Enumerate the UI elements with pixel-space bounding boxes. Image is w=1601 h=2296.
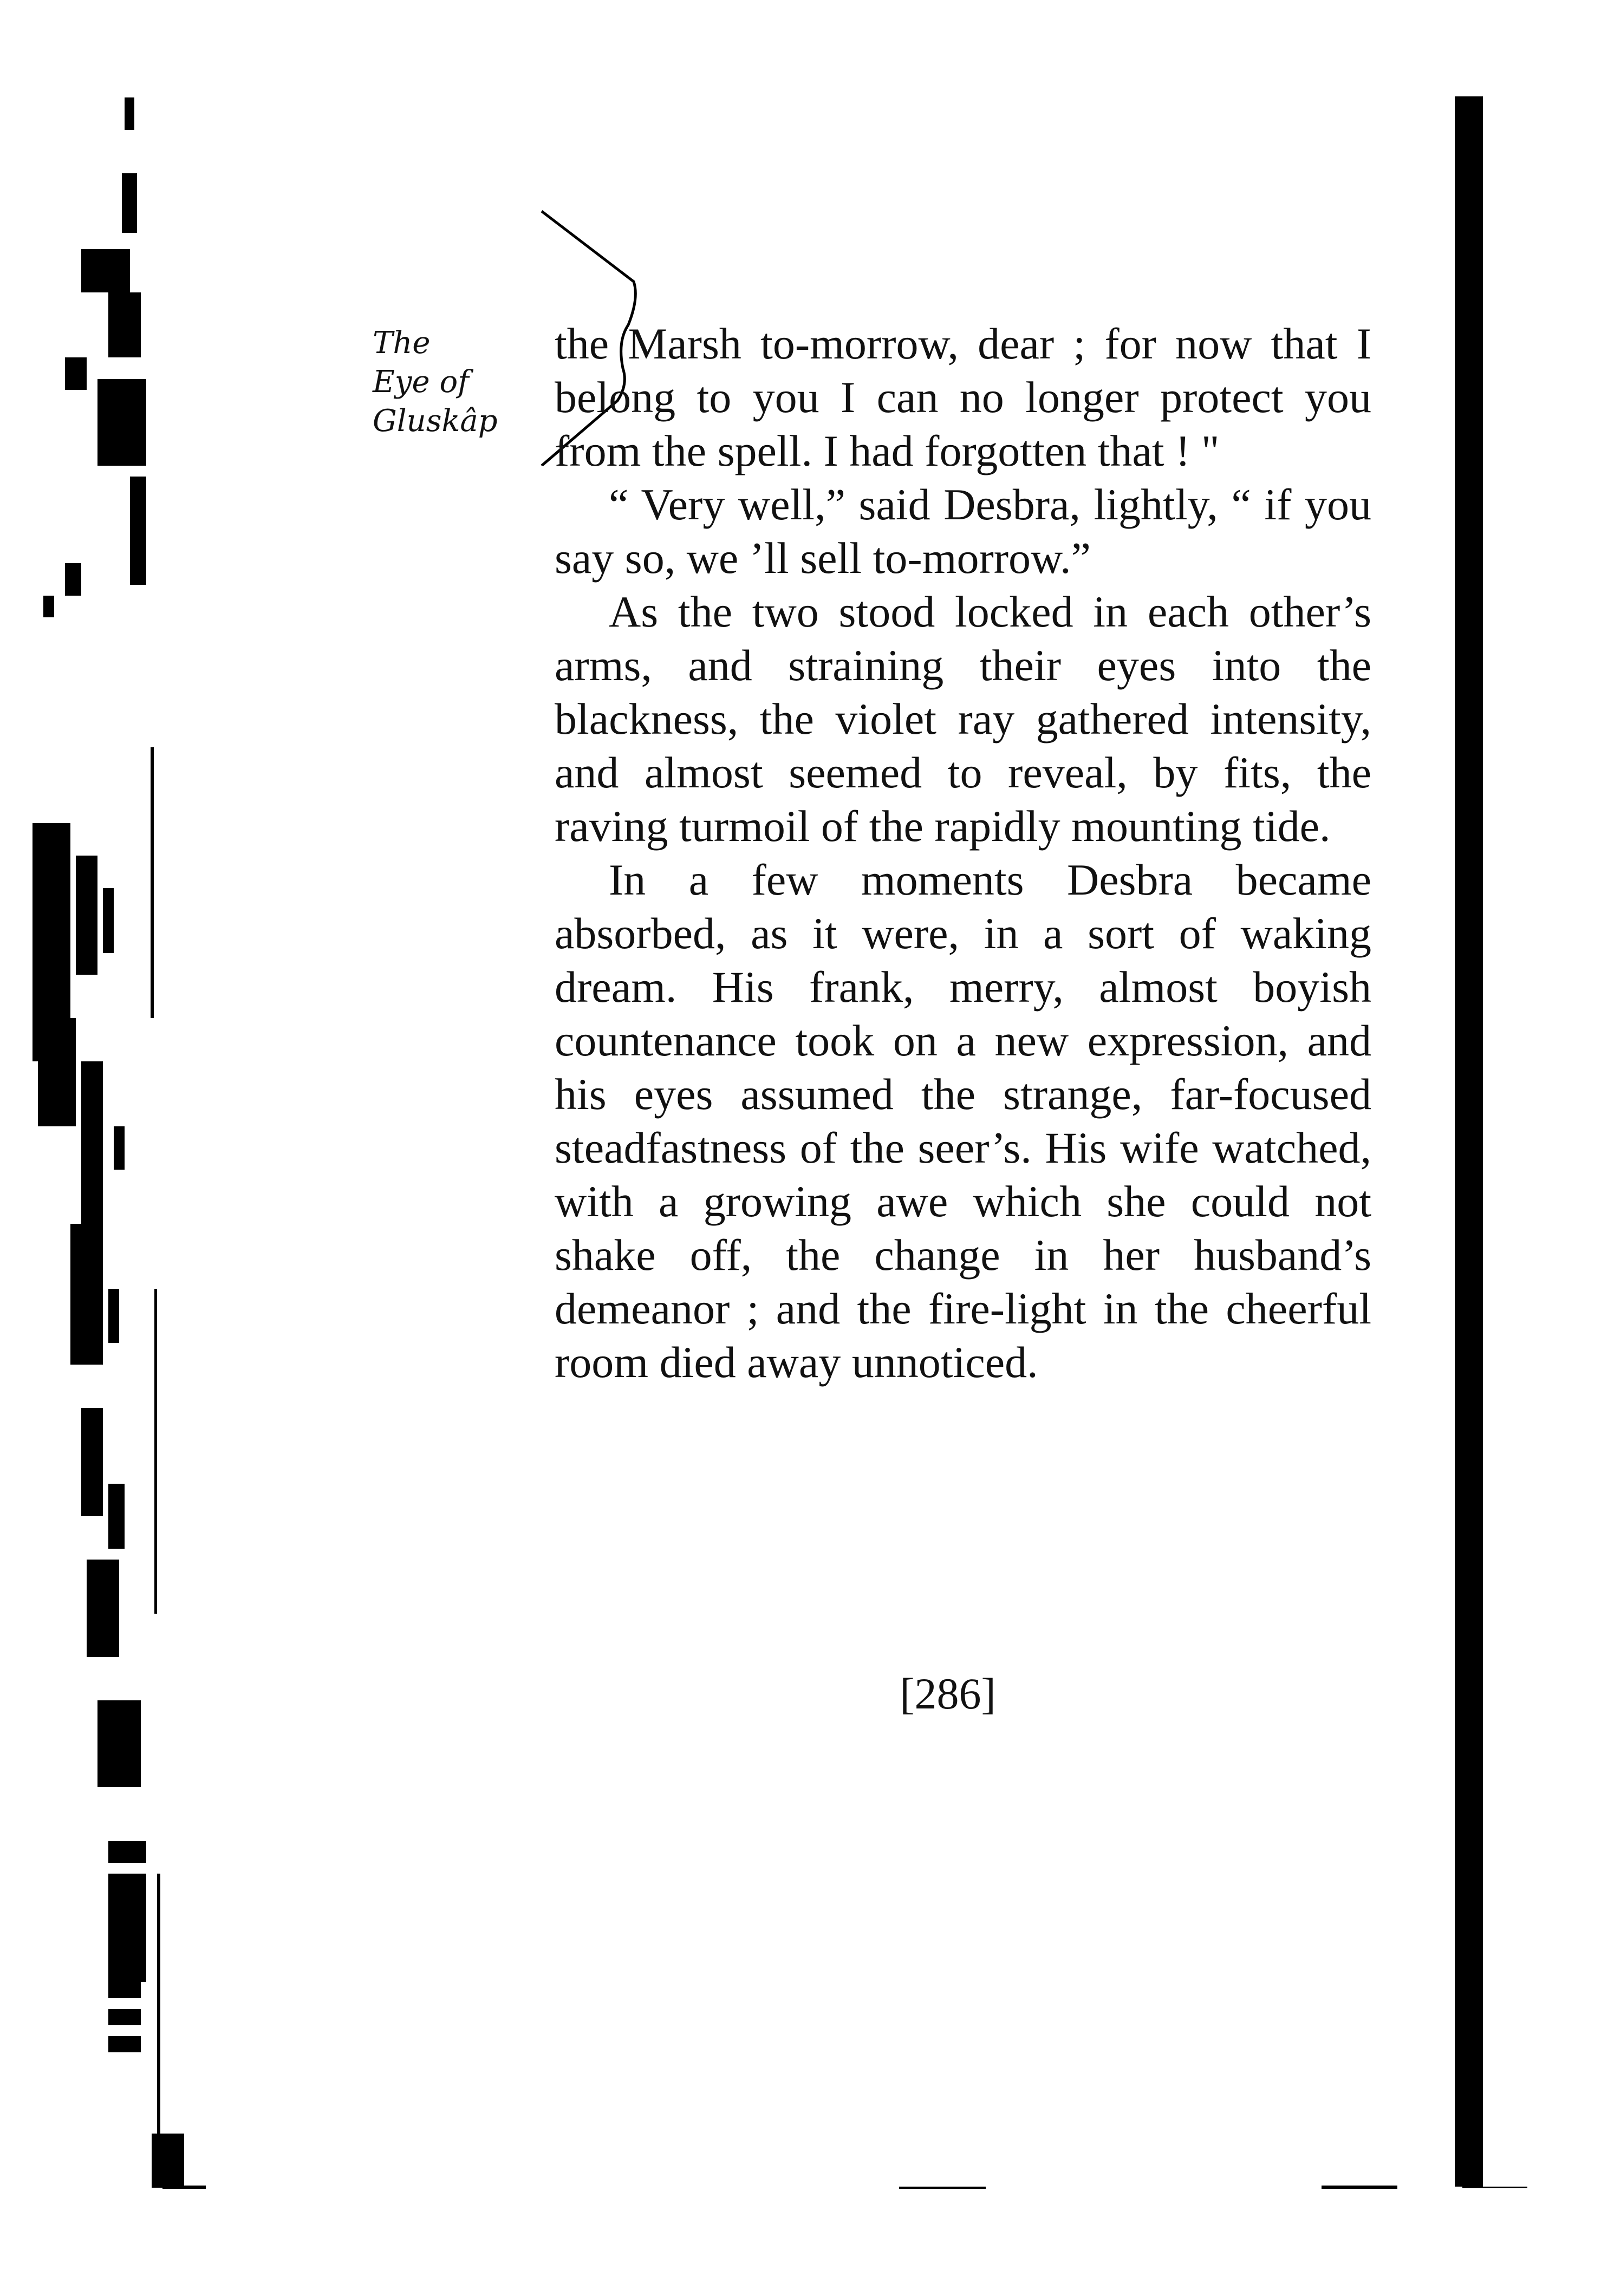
page-number: [286] [900,1669,996,1718]
scan-noise-left [0,97,195,2188]
sidenote-line: Gluskâp [373,403,498,439]
binding-edge [1455,96,1483,2187]
margin-sidenote [373,324,535,441]
sidenote-line: The [373,325,431,361]
sidenote-line: Eye of [373,364,469,400]
paragraph: In a few moments Desbra became absorbed, as it were, in a sort of waking dream. His frank, merry, almost boyish countenance took on a new expression, and his eyes assumed the strange, far-focused steadfastness of the seer’s. His wife watched, with a growing awe which she could not shake off, the change in her husband’s demeanor ; and the fire-light in the cheerful room died away unnoticed. [555,855,1371,1387]
paragraph: the Marsh to-morrow, dear ; for now that I belong to you I can no longer protect you from the spell. I had forgotten that ! " [555,319,1371,475]
paragraph: “ Very well,” said Desbra, lightly, “ if you say so, we ’ll sell to-morrow.” [555,480,1371,583]
body-text [555,317,1371,1389]
paragraph: As the two stood locked in each other’s arms, and straining their eyes into the blackness, the violet ray gathered intensity, and almost seemed to reveal, by fits, the raving turmoil of the rapidly mounting tide. [555,587,1371,851]
scan-noise-bottom [152,2184,1549,2190]
